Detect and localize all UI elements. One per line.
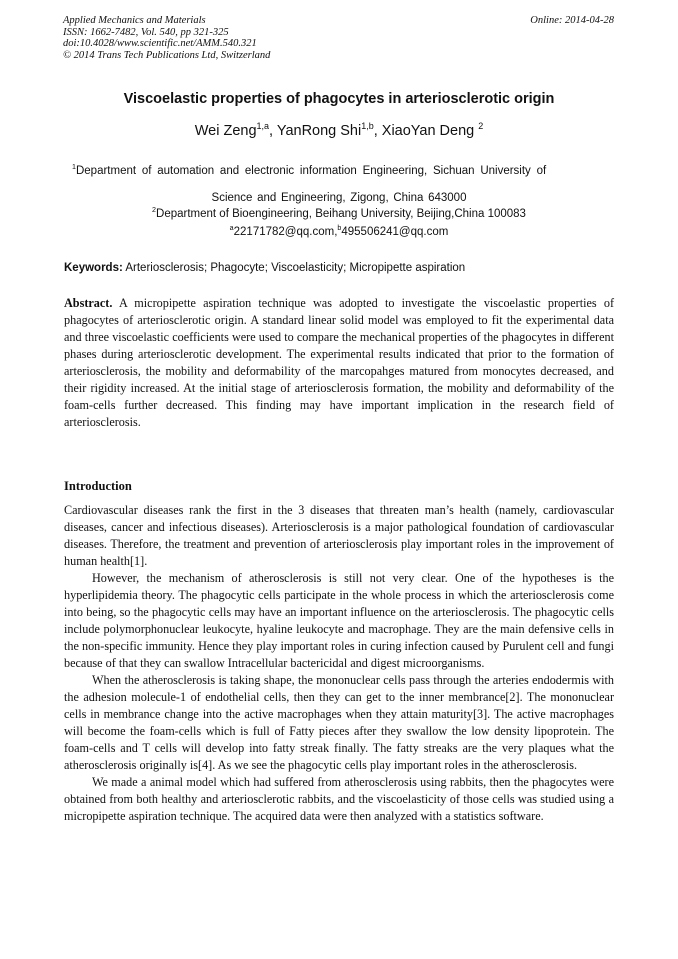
author-list [0, 123, 678, 139]
affiliation-1-continued: Science and Engineering, Zigong, China 643000 [211, 192, 467, 204]
keywords [64, 262, 465, 274]
author-affiliation-mark: 1,b [361, 121, 374, 132]
section-heading-introduction: Introduction [64, 479, 132, 493]
author-affiliation-mark: 1,a [256, 121, 270, 132]
paragraph: However, the mechanism of atherosclerosis is still not very clear. One of the hypotheses is the hyperlipidemia theory. The phagocytic cells participate in the whole process in which the arteriosclerosis come into being, so the phagocytic cells may have an important influence on the arteriosclerosis. The phagocytic cells include polymorphonuclear leukocyte, hyaline leukocyte and macrophage. They are the main defensive cells in the non-specific immunity. Hence they play important roles in curing infection caused by Purulent cell and fungi because of that they can swallow Intracellular bactericidal and digest microorganisms. [64, 571, 614, 670]
introduction-body [64, 502, 614, 825]
journal-doi: doi:10.4028/www.scientific.net/AMM.540.321 [63, 38, 257, 49]
journal-issn: ISSN: 1662-7482, Vol. 540, pp 321-325 [63, 26, 229, 38]
author-name: XiaoYan Deng [381, 123, 479, 139]
author-name: YanRong Shi [276, 123, 362, 139]
email-mark: a [229, 224, 234, 233]
author-separator: , [269, 123, 277, 139]
paragraph: Cardiovascular diseases rank the first in the 3 diseases that threaten man’s health (namely, cardiovascular diseases, cancer and infectious diseases). Arteriosclerosis is a major pathological foundation of cardiovascular diseases. Therefore, the treatment and prevention of arteriosclerosis play important roles in the improvement of human health[1]. [64, 503, 614, 568]
paragraph: We made a animal model which had suffered from atherosclerosis using rabbits, then the phagocytes were obtained from both healthy and arteriosclerotic rabbits, and the viscoelasticity of those cells was studied using a micropipette aspiration technique. The acquired data were then analyzed with a statistics software. [64, 775, 614, 823]
journal-copyright: © 2014 Trans Tech Publications Ltd, Switzerland [63, 49, 271, 61]
affiliation-mark: 2 [152, 206, 157, 215]
paragraph: When the atherosclerosis is taking shape, the mononuclear cells pass through the arteries endodermis with the adhesion molecule-1 of endothelial cells, then they can get to the inner membrance[2]. The mononuclear cells in membrance change into the active macrophages when they attain maturity[3]. The active macrophages will become the foam-cells which is full of Fatty pieces after they swallow the low density lipoprotein. The foam-cells and T cells will develop into fatty streak finally. The fatty streaks are the very plaques what the atherosclerosis originally is[4]. As we see the phagocytic cells play important roles in the atherosclerosis. [64, 673, 614, 772]
journal-header [63, 15, 270, 61]
author-name: Wei Zeng [194, 123, 257, 139]
email-mark: b [337, 224, 342, 233]
abstract [64, 295, 614, 431]
affiliation-2 [0, 208, 678, 220]
affiliation-text: Department of automation and electronic information Engineering, Sichuan University of [75, 165, 547, 177]
author-emails [0, 226, 678, 238]
affiliation-1 [72, 165, 588, 177]
affiliation-text: Department of Bioengineering, Beihang University, Beijing,China 100083 [156, 208, 526, 220]
email-b: 495506241@qq.com [341, 226, 449, 238]
keywords-text: Arteriosclerosis; Phagocyte; Viscoelasticity; Micropipette aspiration [122, 262, 466, 274]
email-a: 22171782@qq.com, [233, 226, 338, 238]
paper-title: Viscoelastic properties of phagocytes in arteriosclerotic origin [123, 91, 555, 107]
author-separator: , [373, 123, 382, 139]
affiliation-mark: 1 [72, 163, 76, 172]
abstract-label: Abstract. [64, 296, 113, 310]
journal-name: Applied Mechanics and Materials [63, 15, 206, 26]
author-affiliation-mark: 2 [478, 121, 484, 132]
keywords-label: Keywords: [64, 262, 123, 274]
online-date: Online: 2014-04-28 [530, 15, 614, 26]
abstract-text: A micropipette aspiration technique was adopted to investigate the viscoelastic properties of phagocytes of arteriosclerotic origin. A standard linear solid model was employed to fit the experimental data and three viscoelastic coefficients were used to compare the mechanical properties of the phagocytes in different phases during arteriosclerotic development. The experimental results indicated that prior to the formation of arteriosclerosis, the mobility and deformability of the marcopahges matured from monocytes decreased, and their rigidity increased. At the initial stage of arteriosclerosis formation, the mobility and deformability of the foam-cells further decreased. This finding may have important implication in the research field of arteriosclerosis. [64, 296, 614, 429]
